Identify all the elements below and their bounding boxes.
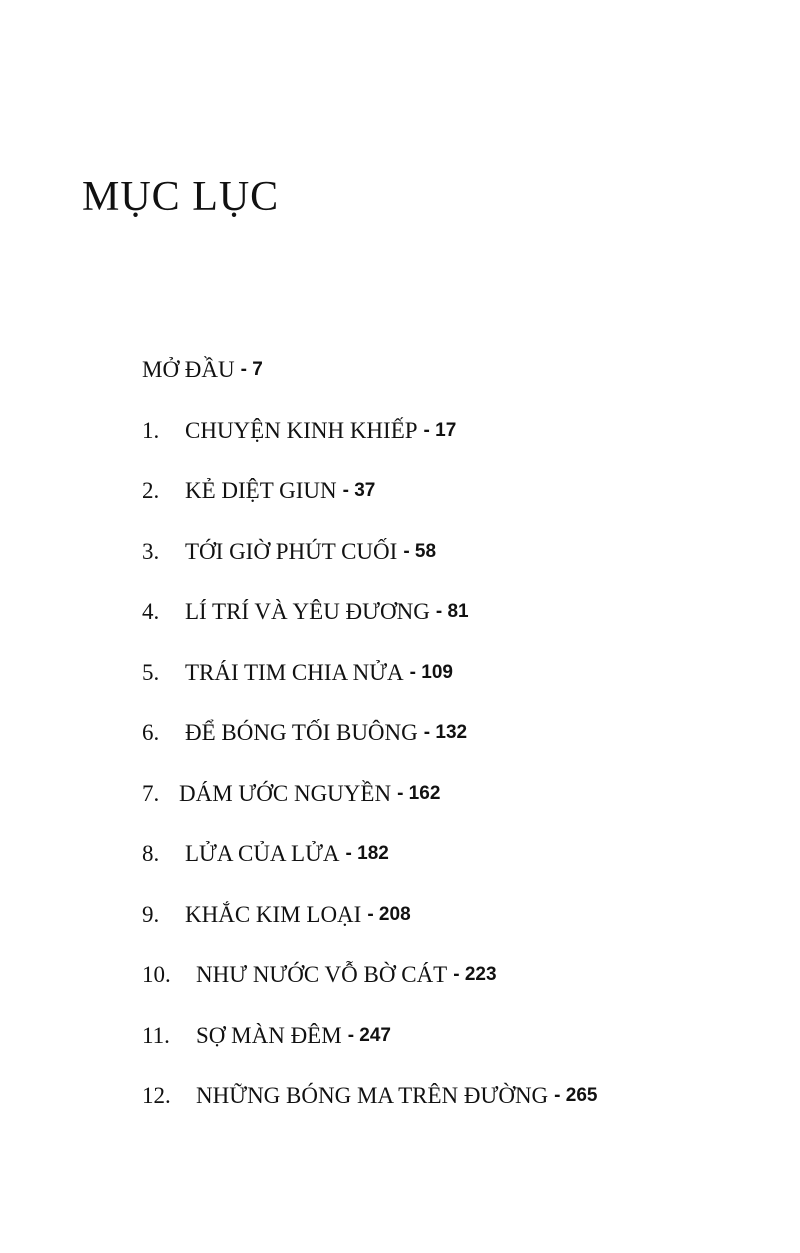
entry-page: - 208: [367, 903, 411, 925]
entry-number: 10.: [142, 962, 171, 987]
entry-title: LÍ TRÍ VÀ YÊU ĐƯƠNG: [185, 599, 430, 624]
entry-number: 11.: [142, 1022, 170, 1048]
toc-entry-1: [142, 416, 597, 477]
toc-entry-11: [142, 1021, 597, 1082]
entry-number: 6.: [142, 720, 160, 745]
toc-entry-3: [142, 537, 597, 598]
entry-title: MỞ ĐẦU: [142, 357, 235, 382]
entry-number: 5.: [142, 659, 160, 685]
entry-number: 9.: [142, 901, 160, 927]
toc-entry-2: [142, 476, 597, 537]
entry-title: KHẮC KIM LOẠI: [185, 901, 362, 927]
entry-page: - 223: [453, 964, 497, 985]
toc-entry-9: [142, 900, 597, 961]
entry-title: TRÁI TIM CHIA NỬA: [185, 659, 404, 685]
entry-page: - 132: [423, 722, 468, 743]
entry-number: 4.: [142, 599, 160, 624]
toc-entry-intro: [142, 355, 597, 416]
entry-number: 3.: [142, 538, 160, 564]
entry-number: 12.: [142, 1083, 171, 1108]
entry-page: - 182: [345, 843, 389, 864]
toc-entry-10: [142, 960, 597, 1021]
toc-entry-12: [142, 1081, 597, 1142]
entry-page: - 247: [347, 1024, 391, 1046]
entry-page: - 58: [403, 540, 437, 562]
entry-title: KẺ DIỆT GIUN: [185, 478, 337, 503]
entry-page: - 81: [435, 601, 469, 622]
toc-entry-4: [142, 597, 597, 658]
entry-number: 1.: [142, 417, 160, 443]
entry-title: SỢ MÀN ĐÊM: [196, 1022, 342, 1048]
toc-entry-6: [142, 718, 597, 779]
entry-page: - 7: [240, 359, 263, 380]
entry-title: DÁM ƯỚC NGUYỀN: [179, 780, 392, 806]
entry-title: NHỮNG BÓNG MA TRÊN ĐƯỜNG: [196, 1083, 549, 1108]
entry-number: 2.: [142, 478, 160, 503]
entry-page: - 109: [409, 661, 453, 683]
entry-page: - 162: [397, 782, 441, 804]
toc-entry-7: [142, 779, 597, 840]
entry-title: NHƯ NƯỚC VỖ BỜ CÁT: [196, 962, 448, 987]
entry-page: - 17: [423, 419, 457, 441]
toc-entry-5: [142, 658, 597, 719]
entry-title: ĐỂ BÓNG TỐI BUÔNG: [185, 720, 418, 745]
toc-entry-8: [142, 839, 597, 900]
entry-number: 8.: [142, 841, 160, 866]
entry-number: 7.: [142, 780, 160, 806]
entry-page: - 37: [342, 480, 376, 501]
entry-title: CHUYỆN KINH KHIẾP: [185, 417, 418, 443]
page-title: MỤC LỤC: [82, 174, 280, 220]
entry-page: - 265: [554, 1085, 598, 1106]
table-of-contents: [142, 355, 597, 1142]
entry-title: LỬA CỦA LỬA: [185, 841, 340, 866]
entry-title: TỚI GIỜ PHÚT CUỐI: [185, 538, 398, 564]
